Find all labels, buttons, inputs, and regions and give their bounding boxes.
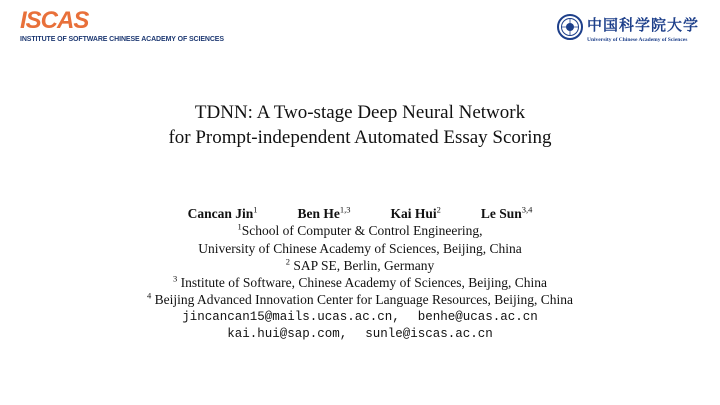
author: [390, 206, 440, 221]
iscas-logo: [20, 7, 224, 48]
affiliation-superscript: 1: [237, 221, 242, 232]
author-name: Cancan Jin: [187, 206, 254, 221]
ucas-emblem-icon: [557, 14, 583, 40]
affiliation-superscript: 2: [285, 256, 290, 267]
affiliation-text: School of Computer & Control Engineering,: [241, 223, 483, 239]
title-line-2: for Prompt-independent Automated Essay Scoring: [168, 127, 552, 148]
affiliation-text: SAP SE, Berlin, Germany: [290, 257, 435, 273]
email-row: [0, 309, 720, 326]
affiliation-text: Institute of Software, Chinese Academy of Sciences, Beijing, China: [177, 275, 547, 291]
author: [481, 206, 533, 221]
ucas-logo: [557, 12, 707, 48]
paper-title: [0, 100, 720, 150]
iscas-logo-word: ISCAS: [20, 7, 89, 34]
author-superscript: 2: [436, 204, 441, 215]
affiliation: [0, 240, 720, 257]
affiliation: [0, 274, 720, 291]
author-superscript: 1,3: [339, 204, 351, 215]
email-address[interactable]: kai.hui@sap.com,: [227, 327, 348, 342]
email-address[interactable]: sunle@iscas.ac.cn: [365, 327, 493, 342]
author-name: Ben He: [297, 206, 340, 221]
affiliation-text: University of Chinese Academy of Sciences, Beijing, China: [198, 240, 522, 256]
email-address[interactable]: benhe@ucas.ac.cn: [417, 309, 538, 324]
author-list: [0, 205, 720, 222]
author: [297, 206, 350, 221]
iscas-logo-subtitle: INSTITUTE OF SOFTWARE CHINESE ACADEMY OF SCIENCES: [20, 36, 224, 43]
affiliation-text: Beijing Advanced Innovation Center for Language Resources, Beijing, China: [151, 292, 574, 308]
author-superscript: 3,4: [521, 204, 533, 215]
author: [188, 206, 258, 221]
affiliation-superscript: 3: [173, 273, 178, 284]
author-name: Kai Hui: [390, 206, 437, 221]
affiliation-superscript: 4: [146, 290, 152, 301]
email-address[interactable]: jincancan15@mails.ucas.ac.cn,: [182, 309, 400, 324]
author-superscript: 1: [253, 204, 258, 215]
email-row: [0, 326, 720, 343]
title-line-1: TDNN: A Two-stage Deep Neural Network: [194, 102, 526, 123]
ucas-logo-english: University of Chinese Academy of Sciences: [587, 37, 688, 43]
ucas-logo-chinese: 中国科学院大学: [587, 16, 700, 34]
author-name: Le Sun: [480, 206, 522, 221]
authors-block: [0, 205, 720, 343]
affiliation: [0, 222, 720, 239]
affiliation: [0, 257, 720, 274]
affiliation: [0, 291, 720, 308]
